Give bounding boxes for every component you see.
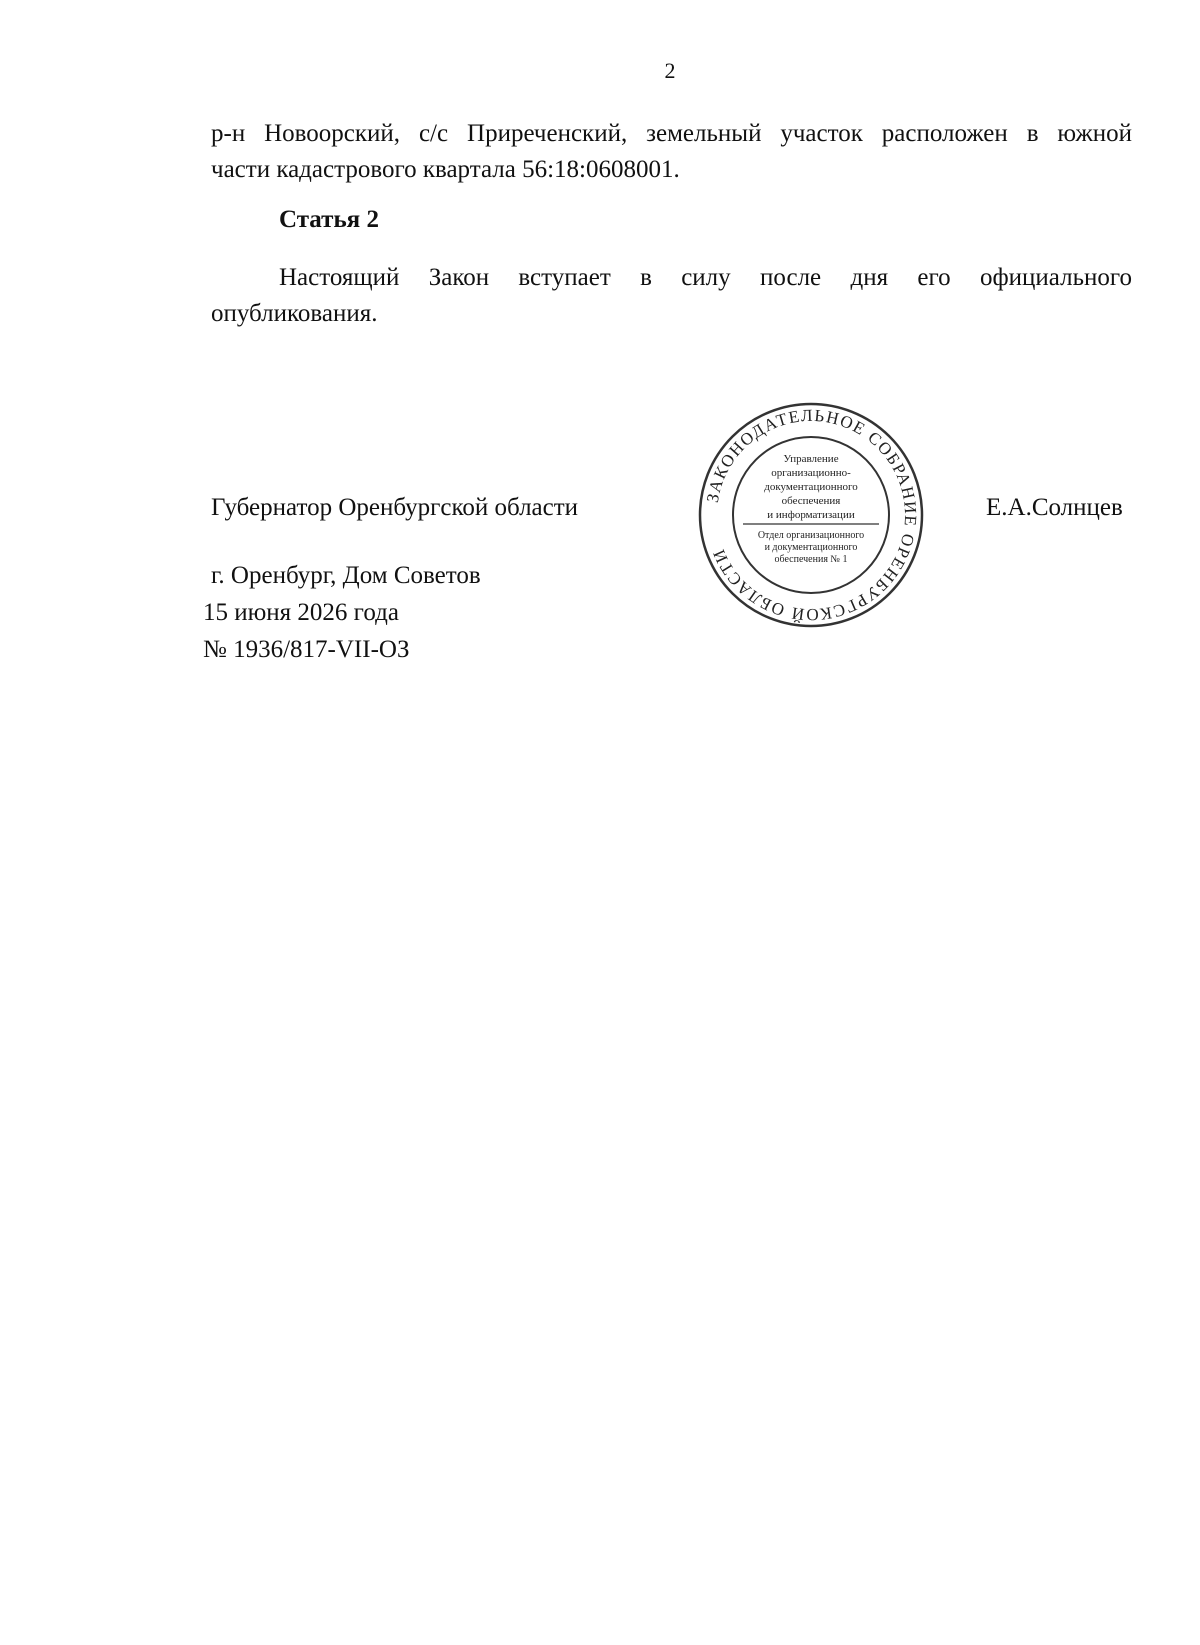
issue-details — [203, 557, 481, 668]
seal-center-line: и информатизации — [767, 509, 855, 521]
seal-center-line: Управление — [783, 453, 839, 465]
issue-date: 15 июня 2026 года — [203, 599, 399, 626]
article-heading: Статья 2 — [279, 206, 379, 233]
official-seal — [698, 402, 924, 628]
law-number: № 1936/817-VII-ОЗ — [203, 636, 410, 663]
seal-lower-line: и документационного — [764, 542, 858, 553]
seal-lower-line: обеспечения № 1 — [774, 554, 848, 565]
seal-lower-line: Отдел организационного — [757, 530, 865, 541]
issue-place: г. Оренбург, Дом Советов — [211, 562, 481, 589]
paragraph-location — [211, 116, 1132, 188]
signatory-position: Губернатор Оренбургской области — [211, 494, 579, 521]
paragraph-line: части кадастрового квартала 56:18:0608001. — [211, 156, 680, 183]
paragraph-line: Настоящий Закон вступает в силу после дня его официального — [279, 264, 1132, 291]
paragraph-line: р-н Новоорский, с/с Приреченский, земельный участок расположен в южной — [211, 120, 1132, 147]
seal-center-line: обеспечения — [781, 495, 841, 507]
seal-center-line: организационно- — [771, 467, 851, 479]
signatory-name: Е.А.Солнцев — [986, 494, 1123, 521]
paragraph-line: опубликования. — [211, 300, 378, 327]
paragraph-effective-date — [211, 260, 1132, 332]
seal-center-line: документационного — [764, 481, 858, 493]
seal-ring-text: ЗАКОНОДАТЕЛЬНОЕ СОБРАНИЕ ОРЕНБУРГСКОЙ ОБЛАСТИ — [702, 405, 921, 625]
page-number: 2 — [664, 58, 676, 83]
